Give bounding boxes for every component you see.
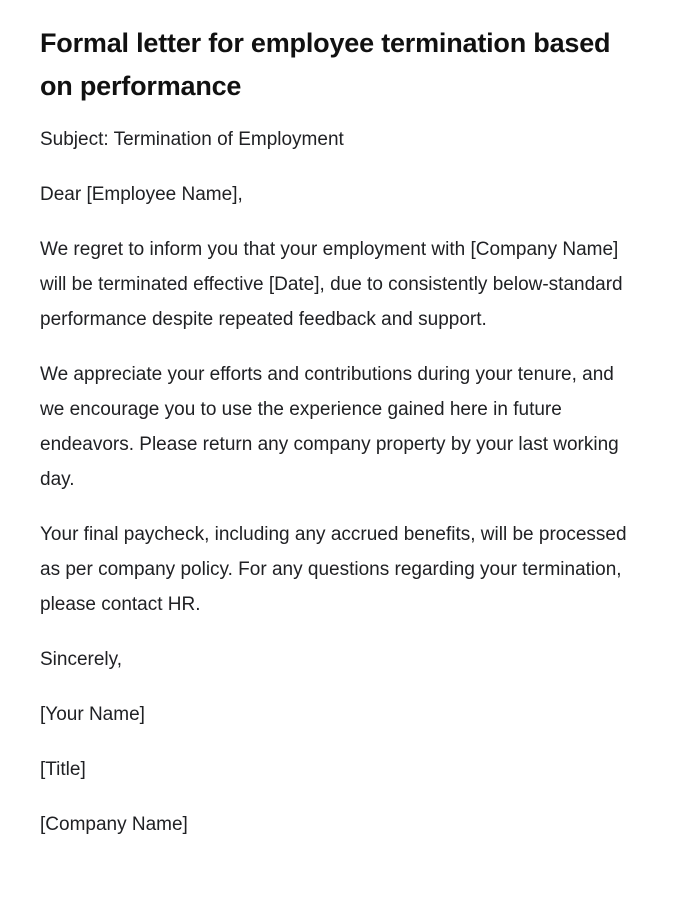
signature-your-name: [Your Name] [40,704,145,725]
letter-body [40,122,640,842]
letter-paragraph-2: We appreciate your efforts and contributions during your tenure, and we encourage you to use the experience gained here in future endeavors. Please return any company property by your last working day. [40,364,619,490]
letter-closing: Sincerely, [40,649,123,670]
letter-salutation: Dear [Employee Name], [40,184,243,205]
signature-company-name: [Company Name] [40,814,188,835]
page-title: Formal letter for employee termination based on performance [40,28,611,101]
letter-paragraph-3: Your final paycheck, including any accrued benefits, will be processed as per company policy. For any questions regarding your termination, please contact HR. [40,524,627,615]
letter-subject-line: Subject: Termination of Employment [40,129,344,150]
letter-paragraph-1: We regret to inform you that your employment with [Company Name] will be terminated effective [Date], due to consistently below-standard performance despite repeated feedback and support. [40,239,623,330]
signature-title: [Title] [40,759,86,780]
